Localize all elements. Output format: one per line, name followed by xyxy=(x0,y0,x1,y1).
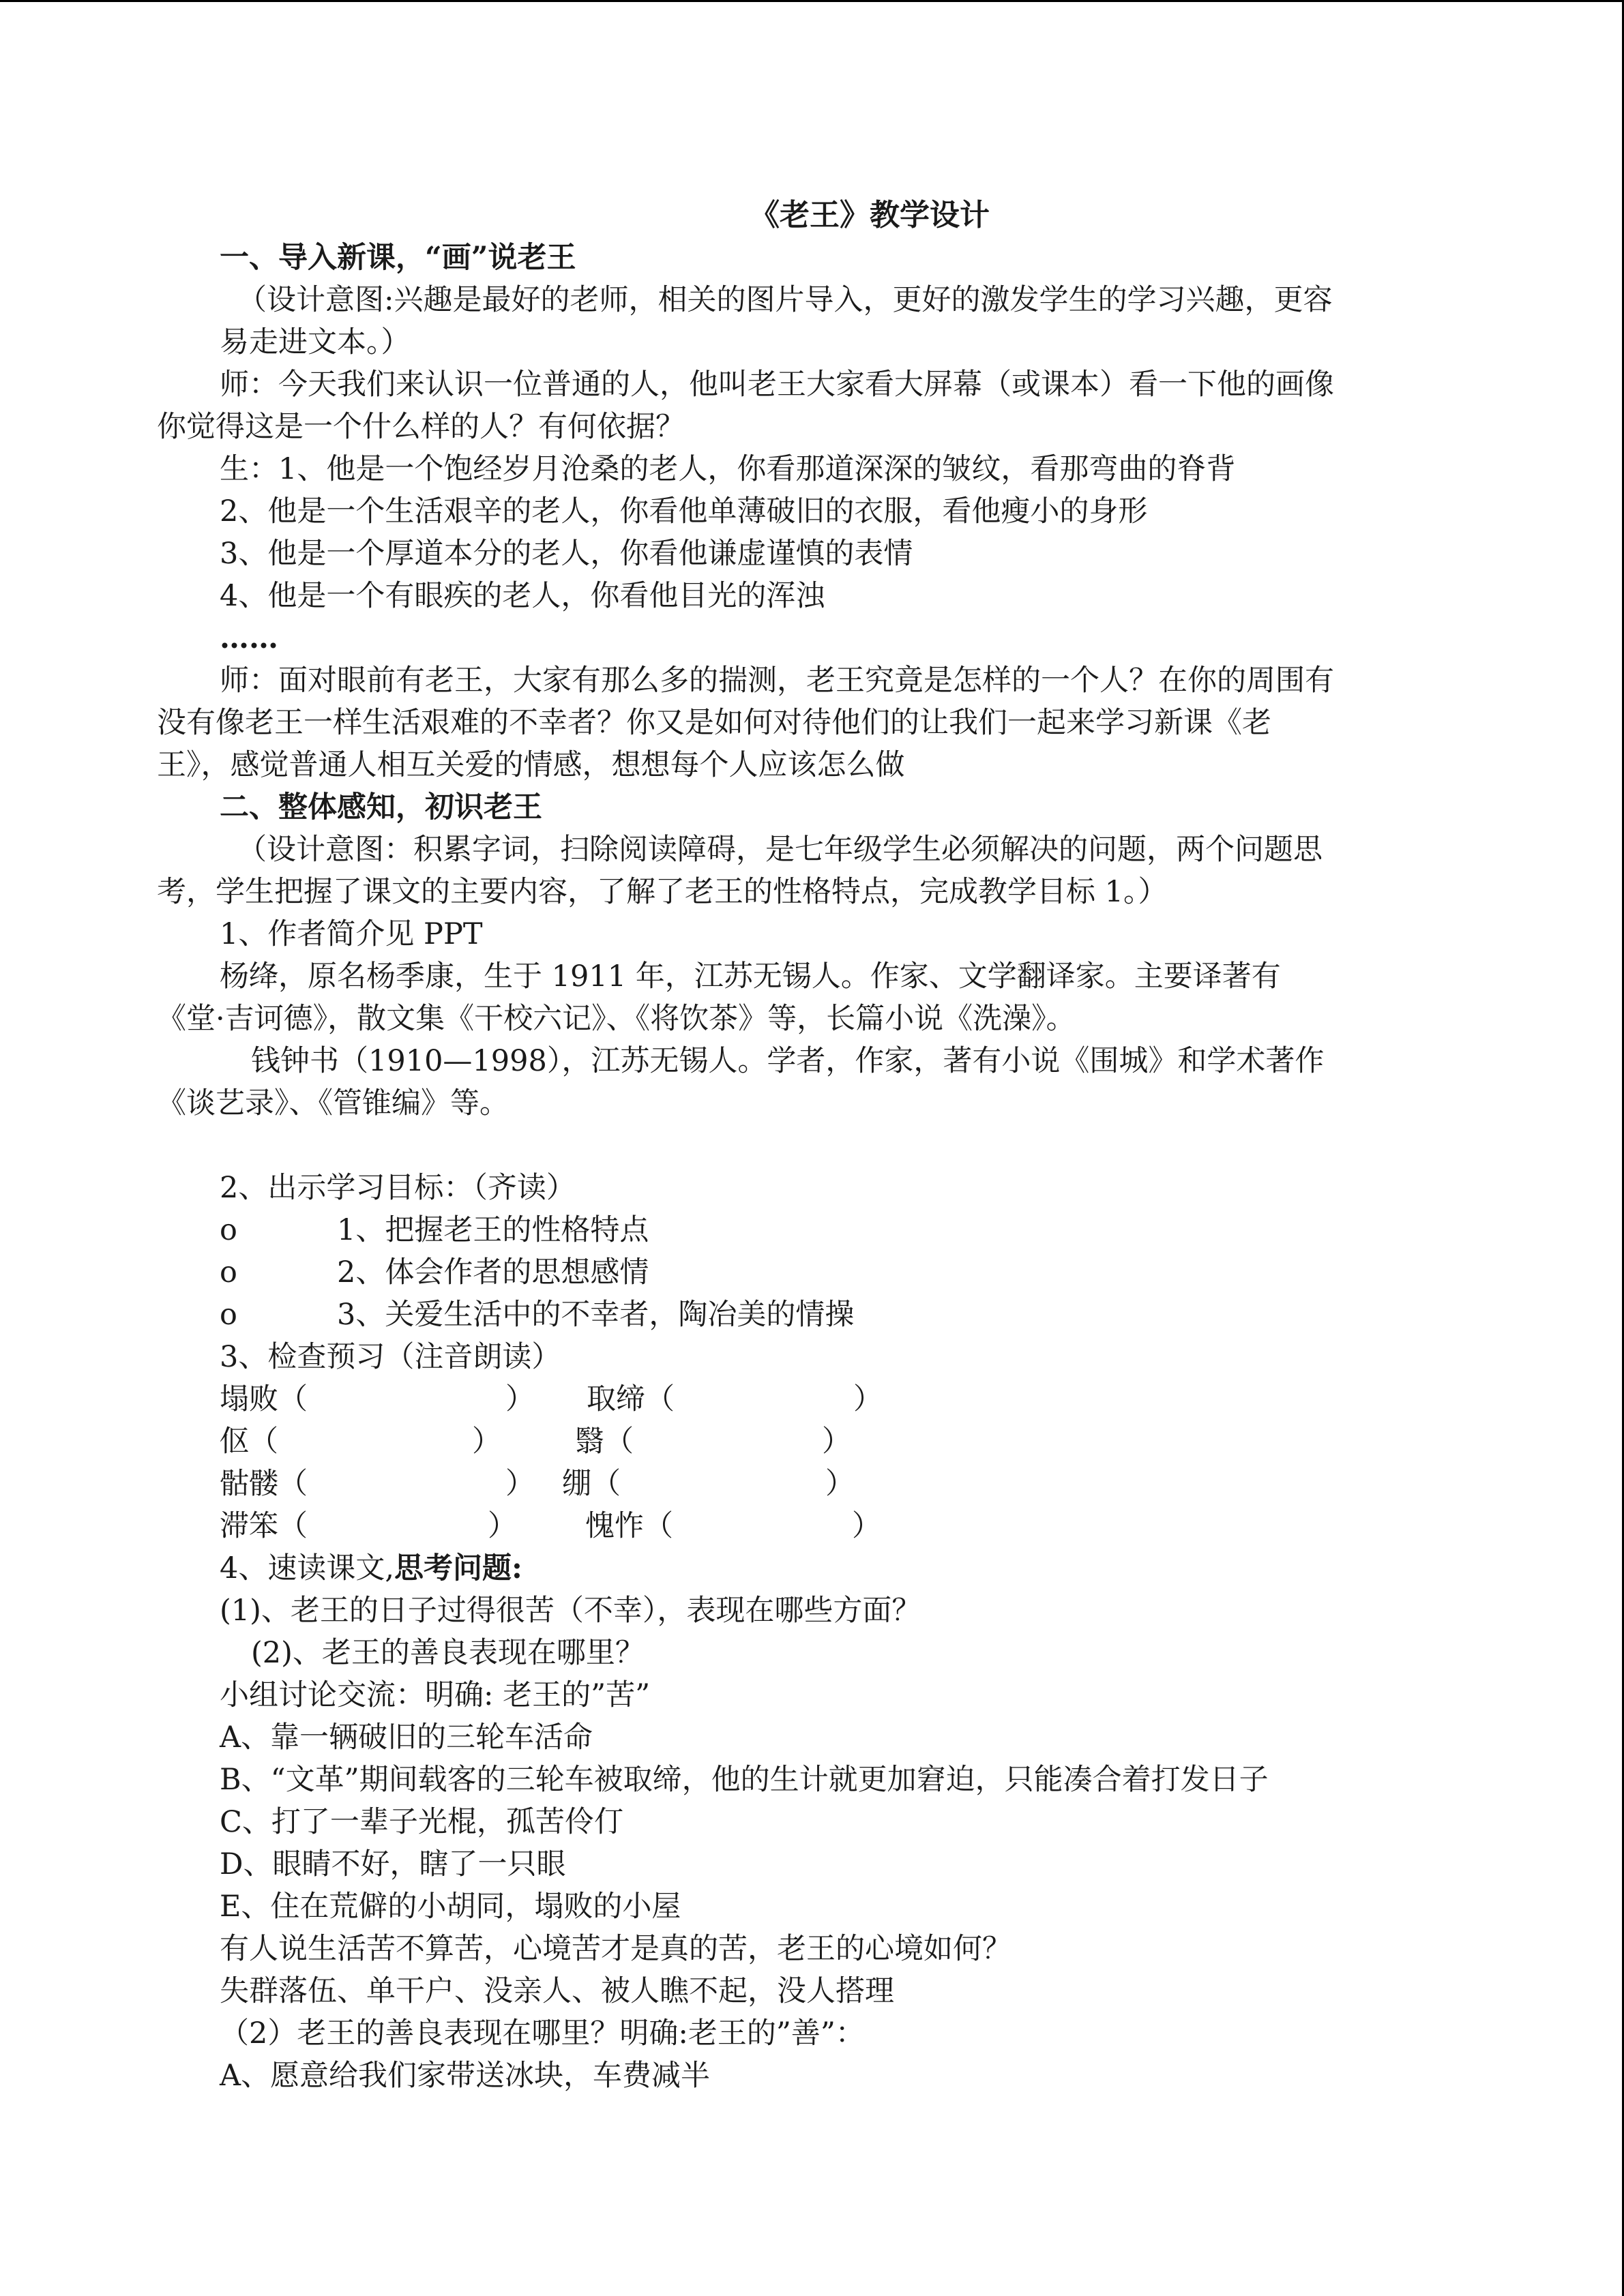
vocab-word-close: ） xyxy=(505,1382,535,1416)
vocab-row xyxy=(157,1463,1473,1505)
preview-check-heading: 3、检查预习（注音朗读） xyxy=(220,1340,561,1374)
vocab-word-close: ） xyxy=(822,1425,851,1459)
document-body xyxy=(157,194,1473,2097)
state-of-mind-question: 有人说生活苦不算苦，心境苦才是真的苦，老王的心境如何？ xyxy=(220,1932,1012,1966)
vocab-word-close: ） xyxy=(505,1467,535,1501)
learning-goal-text: 1、把握老王的性格特点 xyxy=(337,1213,649,1247)
teacher-prompt-2-line1: 师：面对眼前有老王，大家有那么多的揣测，老王究竟是怎样的一个人？在你的周围有 xyxy=(220,664,1334,698)
learning-goal-item xyxy=(157,1294,1473,1336)
qian-zhongshu-bio-line2: 《谈艺录》、《管锥编》等。 xyxy=(157,1086,509,1120)
hardship-e: E、住在荒僻的小胡同，塌败的小屋 xyxy=(220,1890,681,1924)
page-border-top xyxy=(0,0,1624,2)
teacher-prompt-2-line2: 没有像老王一样生活艰难的不幸者？你又是如何对待他们的让我们一起来学习新课《老 xyxy=(157,706,1271,740)
hardship-d: D、眼睛不好，瞎了一只眼 xyxy=(220,1847,566,1881)
learning-goal-item xyxy=(157,1251,1473,1294)
learning-goal-text: 2、体会作者的思想感情 xyxy=(337,1255,649,1289)
speed-read-label: 4、速读课文, xyxy=(220,1551,395,1585)
document-title: 《老王》教学设计 xyxy=(750,198,990,233)
learning-goal-item xyxy=(157,1209,1473,1251)
think-questions-label: 思考问题: xyxy=(394,1551,522,1585)
yang-jiang-bio-line1: 杨绛，原名杨季康，生于 1911 年，江苏无锡人。作家、文学翻译家。主要译著有 xyxy=(220,959,1281,994)
hardship-b: B、“文革”期间载客的三轮车被取缔，他的生计就更加窘迫，只能凑合着打发日子 xyxy=(220,1763,1269,1797)
vocab-word-close: ） xyxy=(825,1467,855,1501)
vocab-row xyxy=(157,1420,1473,1463)
vocab-word-open: 愧怍（ xyxy=(585,1509,673,1543)
bullet-icon: o xyxy=(220,1298,237,1332)
design-intent-2-line1: （设计意图：积累字词，扫除阅读障碍，是七年级学生必须解决的问题，两个问题思 xyxy=(237,833,1323,867)
teacher-prompt-2-line3: 王》，感觉普通人相互关爱的情感，想想每个人应该怎么做 xyxy=(157,748,905,782)
blank-line xyxy=(157,1124,1473,1167)
speed-read-heading xyxy=(157,1547,1473,1590)
kindness-question: （2）老王的善良表现在哪里？明确:老王的”善”： xyxy=(220,2016,865,2051)
question-2: (2)、老王的善良表现在哪里？ xyxy=(251,1636,645,1670)
bullet-icon: o xyxy=(220,1213,237,1247)
student-answer-4: 4、他是一个有眼疾的老人，你看他目光的浑浊 xyxy=(220,579,825,613)
vocab-word-close: ） xyxy=(853,1382,883,1416)
student-answer-2: 2、他是一个生活艰辛的老人，你看他单薄破旧的衣服，看他瘦小的身形 xyxy=(220,494,1148,528)
author-intro-heading: 1、作者简介见 PPT xyxy=(220,917,483,951)
state-of-mind-answer: 失群落伍、单干户、没亲人、被人瞧不起，没人搭理 xyxy=(220,1974,894,2008)
hardship-c: C、打了一辈子光棍，孤苦伶仃 xyxy=(220,1805,623,1839)
vocab-word-open: 绷（ xyxy=(562,1467,621,1501)
bullet-icon: o xyxy=(220,1255,237,1289)
vocab-word-open: 取缔（ xyxy=(587,1382,675,1416)
vocab-row xyxy=(157,1378,1473,1420)
hardship-a: A、靠一辆破旧的三轮车活命 xyxy=(220,1720,593,1755)
learning-goal-text: 3、关爱生活中的不幸者，陶冶美的情操 xyxy=(337,1298,855,1332)
student-answer-3: 3、他是一个厚道本分的老人，你看他谦虚谨慎的表情 xyxy=(220,537,913,571)
design-intent-1-line1: （设计意图:兴趣是最好的老师，相关的图片导入，更好的激发学生的学习兴趣，更容 xyxy=(237,283,1333,317)
kindness-a: A、愿意给我们家带送冰块，车费减半 xyxy=(220,2059,711,2093)
vocab-word-open: 塌败（ xyxy=(220,1382,308,1416)
teacher-prompt-1-line2: 你觉得这是一个什么样的人？有何依据？ xyxy=(157,410,685,444)
group-discussion: 小组讨论交流：明确: 老王的”苦” xyxy=(220,1678,651,1712)
vocab-word-open: 滞笨（ xyxy=(220,1509,308,1543)
ellipsis: …… xyxy=(220,621,278,655)
vocab-word-close: ） xyxy=(472,1425,501,1459)
vocab-word-close: ） xyxy=(488,1509,517,1543)
design-intent-1-line2: 易走进文本。） xyxy=(220,325,411,359)
vocab-word-open: 翳（ xyxy=(575,1425,634,1459)
student-answer-1: 生：1、他是一个饱经岁月沧桑的老人，你看那道深深的皱纹，看那弯曲的脊背 xyxy=(220,452,1236,486)
vocab-word-open: 伛（ xyxy=(220,1425,278,1459)
section-2-heading: 二、整体感知，初识老王 xyxy=(220,790,542,824)
section-1-heading: 一、导入新课，“画”说老王 xyxy=(220,241,576,275)
qian-zhongshu-bio-line1: 钱钟书（1910—1998），江苏无锡人。学者，作家，著有小说《围城》和学术著作 xyxy=(251,1044,1325,1078)
vocab-word-open: 骷髅（ xyxy=(220,1467,308,1501)
teacher-prompt-1-line1: 师：今天我们来认识一位普通的人，他叫老王大家看大屏幕（或课本）看一下他的画像 xyxy=(220,368,1334,402)
question-1: (1)、老王的日子过得很苦（不幸），表现在哪些方面？ xyxy=(220,1594,921,1628)
design-intent-2-line2: 考，学生把握了课文的主要内容，了解了老王的性格特点，完成教学目标 1。） xyxy=(157,875,1168,909)
vocab-row xyxy=(157,1505,1473,1547)
vocab-word-close: ） xyxy=(852,1509,881,1543)
yang-jiang-bio-line2: 《堂·吉诃德》，散文集《干校六记》、《将饮茶》等，长篇小说《洗澡》。 xyxy=(157,1002,1076,1036)
learning-goals-heading: 2、出示学习目标：（齐读） xyxy=(220,1171,576,1205)
